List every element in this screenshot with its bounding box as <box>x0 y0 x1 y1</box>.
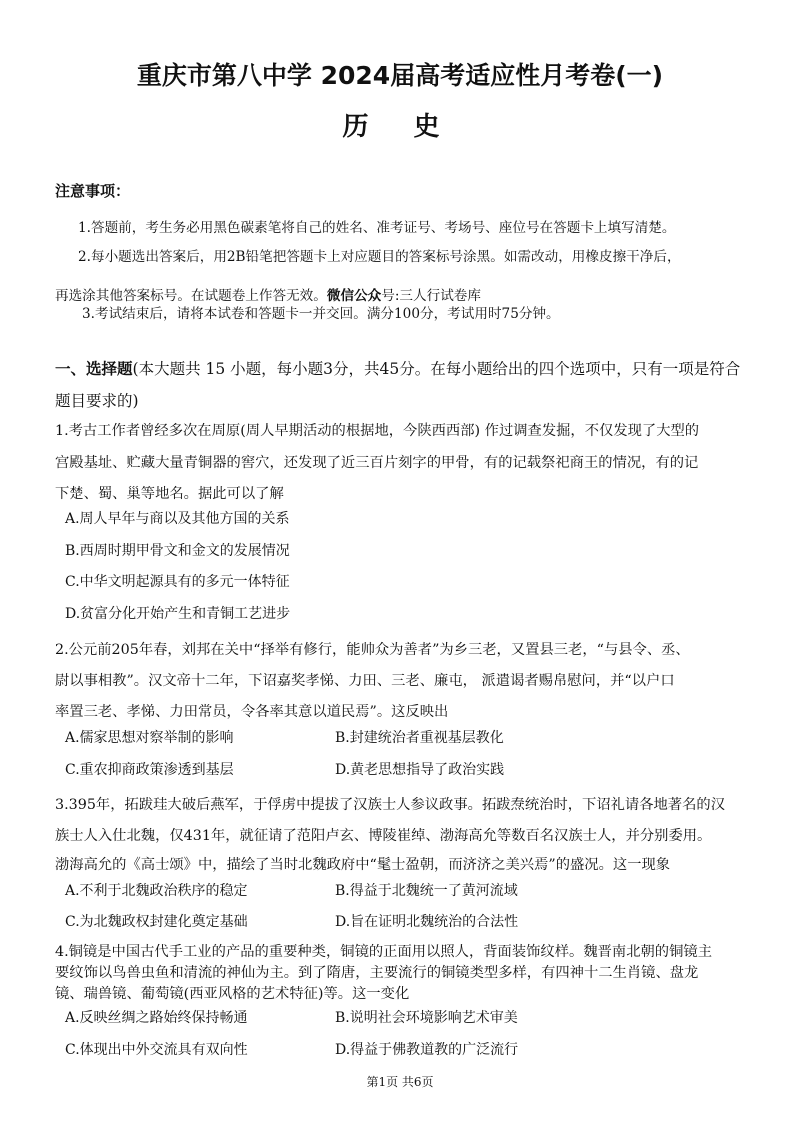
question-text-line: 率置三老、孝悌、力田常员，令各率其意以道民焉”。这反映出 <box>55 704 449 720</box>
option-d: D.黄老思想指导了政治实践 <box>335 762 505 778</box>
question-text-line: 渤海高允的《高士颂》中，描绘了当时北魏政府中“髦士盈朝，而济济之美兴焉”的盛况。这一现象 <box>55 857 671 873</box>
section-label: 一、选择题 <box>55 360 133 378</box>
option-d: D.得益于佛教道教的广泛流行 <box>335 1042 519 1058</box>
option-c: C.中华文明起源具有的多元一体特征 <box>65 574 290 590</box>
option-b: B.封建统治者重视基层教化 <box>335 730 504 746</box>
question-text-line: 下楚、蜀、巢等地名。据此可以了解 <box>55 486 284 502</box>
notes-heading: 注意事项： <box>55 182 131 200</box>
option-c: C.体现出中外交流具有双向性 <box>65 1042 248 1058</box>
subject-title: 历 史 <box>342 112 458 142</box>
question-text-line: 3.395年，拓跋珪大破后燕军，于俘虏中提拔了汉族士人参议政事。拓跋焘统治时，下诏礼请各地著名的汉 <box>55 797 725 813</box>
note-item-2-line-2 <box>55 284 481 304</box>
option-b: B.西周时期甲骨文和金文的发展情况 <box>65 543 290 559</box>
section-instructions: (本大题共 15 小题，每小题3分，共45分。在每小题给出的四个选项中，只有一项是符合题目要求的) <box>55 360 741 410</box>
note-item-2-text: 再选涂其他答案标号。在试题卷上作答无效。 <box>55 288 327 304</box>
option-d: D.旨在证明北魏统治的合法性 <box>335 914 519 930</box>
question-text-line: 2.公元前205年春，刘邦在关中“择举有修行，能帅众为善者”为乡三老，又置县三老，“与县令、丞、 <box>55 642 690 658</box>
wechat-account: 号:三人行试卷库 <box>381 288 481 304</box>
option-a: A.儒家思想对察举制的影响 <box>65 730 234 746</box>
option-a: A.不利于北魏政治秩序的稳定 <box>65 883 248 899</box>
option-b: B.得益于北魏统一了黄河流域 <box>335 883 518 899</box>
note-item-2-line-1: 2.每小题选出答案后，用2B铅笔把答题卡上对应题目的答案标号涂黑。如需改动，用橡皮擦干净后， <box>78 249 681 265</box>
option-a: A.周人早年与商以及其他方国的关系 <box>65 511 290 527</box>
option-c: C.重农抑商政策渗透到基层 <box>65 762 234 778</box>
page-footer: 第1页 共6页 <box>366 1075 434 1089</box>
option-a: A.反映丝绸之路始终保持畅通 <box>65 1010 248 1026</box>
section-heading <box>55 353 750 417</box>
question-text-line: 宫殿基址、贮藏大量青铜器的窖穴，还发现了近三百片刻字的甲骨，有的记载祭祀商王的情况，有的记 <box>55 455 699 471</box>
question-text-line: 要纹饰以鸟兽虫鱼和清流的神仙为主。到了隋唐，主要流行的铜镜类型多样，有四神十二生肖镜、盘龙 <box>55 965 699 981</box>
question-text-line: 族士人入仕北魏，仅431年，就征请了范阳卢玄、博陵崔绰、渤海高允等数百名汉族士人，并分别委用。 <box>55 828 712 844</box>
question-text-line: 尉以事相教”。汉文帝十二年，下诏嘉奖孝悌、力田、三老、廉屯， 派遣谒者赐帛慰问，并“以户口 <box>55 673 675 689</box>
option-c: C.为北魏政权封建化奠定基础 <box>65 914 248 930</box>
question-text-line: 1.考古工作者曾经多次在周原(周人早期活动的根据地，今陕西西部) 作过调查发掘，不仅发现了大型的 <box>55 423 700 439</box>
question-text-line: 镜、瑞兽镜、葡萄镜(西亚风格的艺术特征)等。这一变化 <box>55 986 410 1002</box>
note-item-3: 3.考试结束后，请将本试卷和答题卡一并交回。满分100分，考试用时75分钟。 <box>82 306 560 322</box>
exam-title: 重庆市第八中学 2024届高考适应性月考卷(一) <box>136 61 664 90</box>
option-b: B.说明社会环境影响艺术审美 <box>335 1010 518 1026</box>
wechat-label: 微信公众 <box>326 288 382 304</box>
option-d: D.贫富分化开始产生和青铜工艺进步 <box>65 606 291 622</box>
question-text-line: 4.铜镜是中国古代手工业的产品的重要种类，铜镜的正面用以照人，背面装饰纹样。魏晋南北朝的铜镜主 <box>55 944 712 960</box>
note-item-1: 1.答题前，考生务必用黑色碳素笔将自己的姓名、准考证号、考场号、座位号在答题卡上填写清楚。 <box>78 220 676 236</box>
